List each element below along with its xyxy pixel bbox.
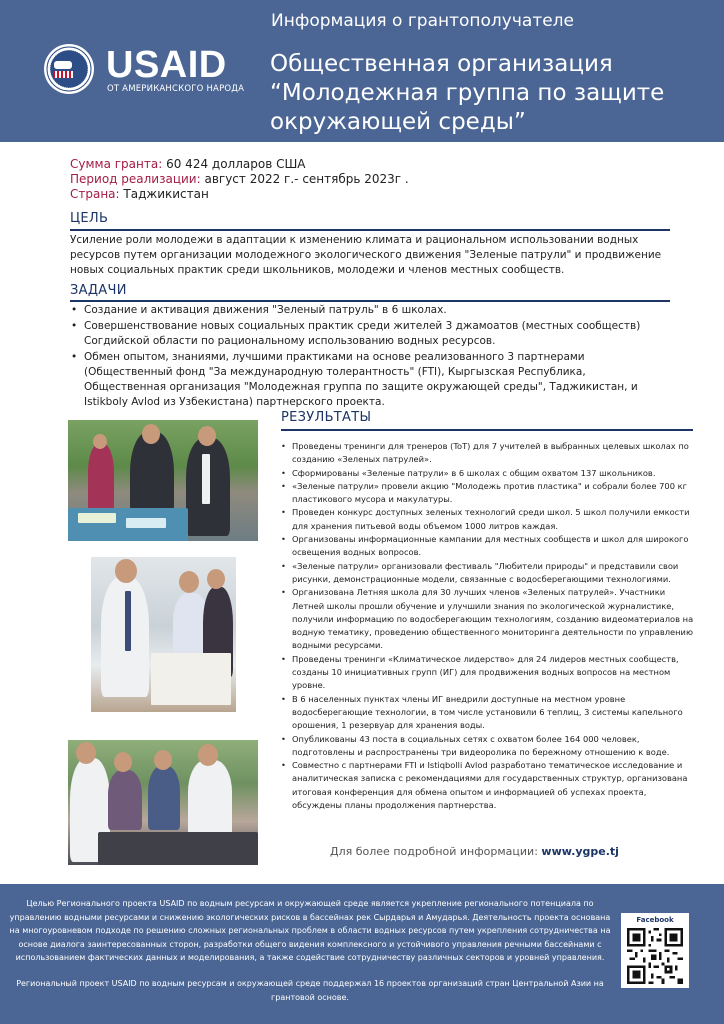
list-item: • Совершенствование новых социальных практик среди жителей 3 джамоатов (местных сообществ) Согдийской области по рациональному использованию водных ресурсов.	[70, 319, 670, 349]
qr-label: Facebook	[636, 916, 674, 924]
more-info-link[interactable]: www.ygpe.tj	[541, 845, 619, 858]
list-item: • «Зеленые патрули» провели акцию "Молодежь против пластика" и собрали более 700 кг пластикового мусора и макулатуры.	[281, 480, 696, 507]
more-info	[330, 845, 619, 858]
list-item: • Совместно с партнерами FTI и Istiqbolli Avlod разработано тематическое исследование и аналитическая записка с рекомендациями для государственных структур, организована итоговая конференция для обмена опытом и информацией об успехах проекта, обсуждены планы продолжения партнерства.	[281, 759, 696, 812]
results-heading: РЕЗУЛЬТАТЫ	[281, 410, 372, 425]
grant-amount-row	[70, 157, 409, 172]
goal-text: Усиление роли молодежи в адаптации к изменению климата и рациональном использовании водных ресурсов путем организации молодежного экологического движения "Зеленые патрули" и продвижение новых социальных практик среди школьников, молодежи и членов местных сообществ.	[70, 234, 662, 276]
photo-students-map-icon	[91, 557, 236, 712]
grant-amount-label: Сумма гранта:	[70, 157, 163, 171]
list-item: • «Зеленые патрули» организовали фестиваль "Любители природы" и представили свои рисунки, демонстрационные модели, связанные с водосберегающими технологиями.	[281, 560, 696, 587]
list-item: • Создание и активация движения "Зеленый патруль" в 6 школах.	[70, 303, 670, 318]
grant-country-row	[70, 187, 409, 202]
footer-paragraph-2: Региональный проект USAID по водным ресурсам и окружающей среде поддержал 16 проектов организаций стран Центральной Азии на грантовой основе.	[16, 979, 604, 1002]
list-item: • Организована Летняя школа для 30 лучших членов «Зеленых патрулей». Участники Летней школы прошли обучение и улучшили знания по экологической журналистике, получили информацию по водосберегающим технологиям, созданию видеоматериалов на водную тематику, проведению общественного мониторинга деятельности по управлению водными ресурсами.	[281, 586, 696, 652]
logo-subtitle: ОТ АМЕРИКАНСКОГО НАРОДА	[107, 84, 245, 94]
header-kicker: Информация о грантополучателе	[271, 11, 575, 31]
tasks-list	[70, 303, 670, 411]
more-info-label: Для более подробной информации:	[330, 845, 538, 858]
page-title: Общественная организация “Молодежная группа по защите окружающей среды”	[270, 51, 665, 135]
usaid-seal-icon	[44, 44, 94, 94]
results-divider	[281, 429, 693, 431]
photo-students-workshop-icon	[68, 740, 258, 865]
grant-country-value: Таджикистан	[123, 187, 209, 201]
grant-country-label: Страна:	[70, 187, 120, 201]
list-item: • Проведены тренинги для тренеров (ToT) для 7 учителей в выбранных целевых школах по созданию «Зеленых патрулей».	[281, 440, 696, 467]
grant-amount-value: 60 424 долларов США	[166, 157, 306, 171]
qr-code-icon	[627, 928, 683, 984]
goal-divider	[70, 229, 670, 231]
goal-heading: ЦЕЛЬ	[70, 211, 109, 226]
facebook-qr[interactable]	[621, 913, 689, 988]
list-item: • Организованы информационные кампании для местных сообществ и школ для широкого освещения водных вопросов.	[281, 533, 696, 560]
list-item: • Проведен конкурс доступных зеленых технологий среди школ. 5 школ получили емкости для хранения питьевой воды объемом 1000 литров каждая.	[281, 506, 696, 533]
list-item: • Сформированы «Зеленые патрули» в 6 школах с общим охватом 137 школьников.	[281, 467, 696, 480]
logo-wordmark: USAID	[106, 44, 227, 86]
grant-period-label: Период реализации:	[70, 172, 201, 186]
list-item: • Проведены тренинги «Климатическое лидерство» для 24 лидеров местных сообществ, созданы 10 инициативных групп (ИГ) для продвижения водных вопросов на местном уровне.	[281, 653, 696, 693]
tasks-divider	[70, 300, 670, 302]
grant-period-value: август 2022 г.- сентябрь 2023г .	[204, 172, 409, 186]
list-item: • В 6 населенных пунктах члены ИГ внедрили доступные на местном уровне водосберегающие технологии, в том числе установили 6 теплиц, 3 системы капельного орошения, 1 резервуар для хранения воды.	[281, 693, 696, 733]
list-item: • Обмен опытом, знаниями, лучшими практиками на основе реализованного 3 партнерами (Общественный фонд "За международную толерантность" (FTI), Кыргызская Республика, Общественная организация "Молодежная группа по защите окружающей среды", Таджикистан, и Istikboly Avlod из Узбекистана) партнерского проекта.	[70, 350, 670, 410]
tasks-heading: ЗАДАЧИ	[70, 283, 127, 298]
grant-meta	[70, 157, 409, 202]
footer-paragraph-1: Целью Регионального проекта USAID по водным ресурсам и окружающей среде является укрепление регионального потенциала по управлению водными ресурсами и снижению экологических рисков в бассейнах рек Сырдарья и Амударья. Деятельность проекта основана на многоуровневом подходе по решению сложных региональных проблем в области водных ресурсов путем укрепления сотрудничества на основе диалога заинтересованных сторон, разработки общего видения комплексного и устойчивого управления речными бассейнами с использованием фактических данных и моделирования, а также содействие сотрудничеству различных секторов и уровней управления.	[9, 899, 611, 962]
photo-ceremony-icon	[68, 420, 258, 541]
list-item: • Опубликованы 43 поста в социальных сетях с охватом более 164 000 человек, подготовлены и распространены три видеоролика по бережному отношению к воде.	[281, 733, 696, 760]
usaid-logo	[44, 44, 244, 96]
results-list	[281, 440, 696, 812]
grant-period-row	[70, 172, 409, 187]
header-band	[0, 0, 724, 142]
